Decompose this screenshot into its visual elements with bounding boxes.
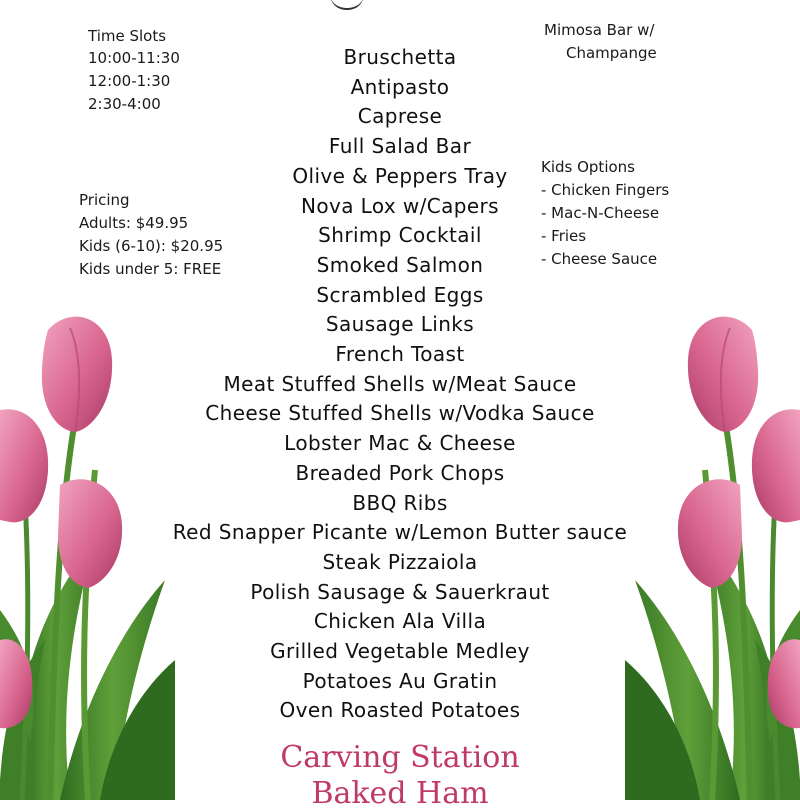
kids-option-item: - Fries (541, 227, 587, 245)
carving-station-item: Baked Ham (311, 776, 489, 811)
time-slot: 2:30-4:00 (88, 95, 161, 113)
price-line: Adults: $49.95 (79, 214, 189, 232)
menu-item: Oven Roasted Potatoes (279, 698, 521, 723)
kids-option-item: - Mac-N-Cheese (541, 204, 660, 222)
menu-item: Nova Lox w/Capers (300, 193, 499, 218)
menu-item: Red Snapper Picante w/Lemon Butter sauce (172, 520, 628, 545)
menu-item: French Toast (335, 342, 465, 367)
menu-item: Polish Sausage & Sauerkraut (250, 579, 550, 604)
menu-item: Cheese Stuffed Shells w/Vodka Sauce (205, 401, 595, 426)
menu-item: Grilled Vegetable Medley (270, 639, 530, 664)
kids-option-item: - Cheese Sauce (541, 250, 658, 268)
kids-options-heading: Kids Options (541, 158, 635, 176)
menu-item: Steak Pizzaiola (322, 549, 478, 574)
menu-item: Breaded Pork Chops (295, 460, 505, 485)
menu-item: Meat Stuffed Shells w/Meat Sauce (223, 371, 577, 396)
tulip-bouquet-right-icon (625, 310, 800, 800)
time-slots-heading: Time Slots (88, 27, 167, 45)
menu-item: Potatoes Au Gratin (302, 668, 498, 693)
mimosa-line-1: Mimosa Bar w/ (544, 21, 655, 39)
price-line: Kids under 5: FREE (79, 260, 222, 278)
carving-station (200, 740, 600, 812)
carving-station-title: Carving Station (280, 740, 520, 775)
price-line: Kids (6-10): $20.95 (79, 237, 224, 255)
menu-item: BBQ Ribs (352, 490, 448, 515)
menu-item: Chicken Ala Villa (313, 609, 487, 634)
menu-item: Scrambled Eggs (316, 282, 484, 307)
menu-item: Full Salad Bar (328, 134, 472, 159)
mimosa-line-2: Champange (566, 44, 657, 62)
menu-item: Smoked Salmon (316, 252, 484, 277)
kids-option-item: - Chicken Fingers (541, 181, 670, 199)
menu-item: Olive & Peppers Tray (292, 163, 508, 188)
time-slot: 10:00-11:30 (88, 49, 180, 67)
menu-list (150, 43, 650, 726)
header-script-fragment (330, 0, 364, 10)
tulip-bouquet-left-icon (0, 310, 175, 800)
menu-item: Caprese (357, 104, 443, 129)
menu-item: Shrimp Cocktail (318, 223, 482, 248)
menu-item: Bruschetta (343, 45, 457, 69)
menu-item: Antipasto (350, 74, 450, 99)
menu-item: Lobster Mac & Cheese (284, 431, 516, 456)
time-slot: 12:00-1:30 (88, 72, 171, 90)
menu-item: Sausage Links (325, 312, 475, 337)
pricing-heading: Pricing (79, 191, 130, 209)
